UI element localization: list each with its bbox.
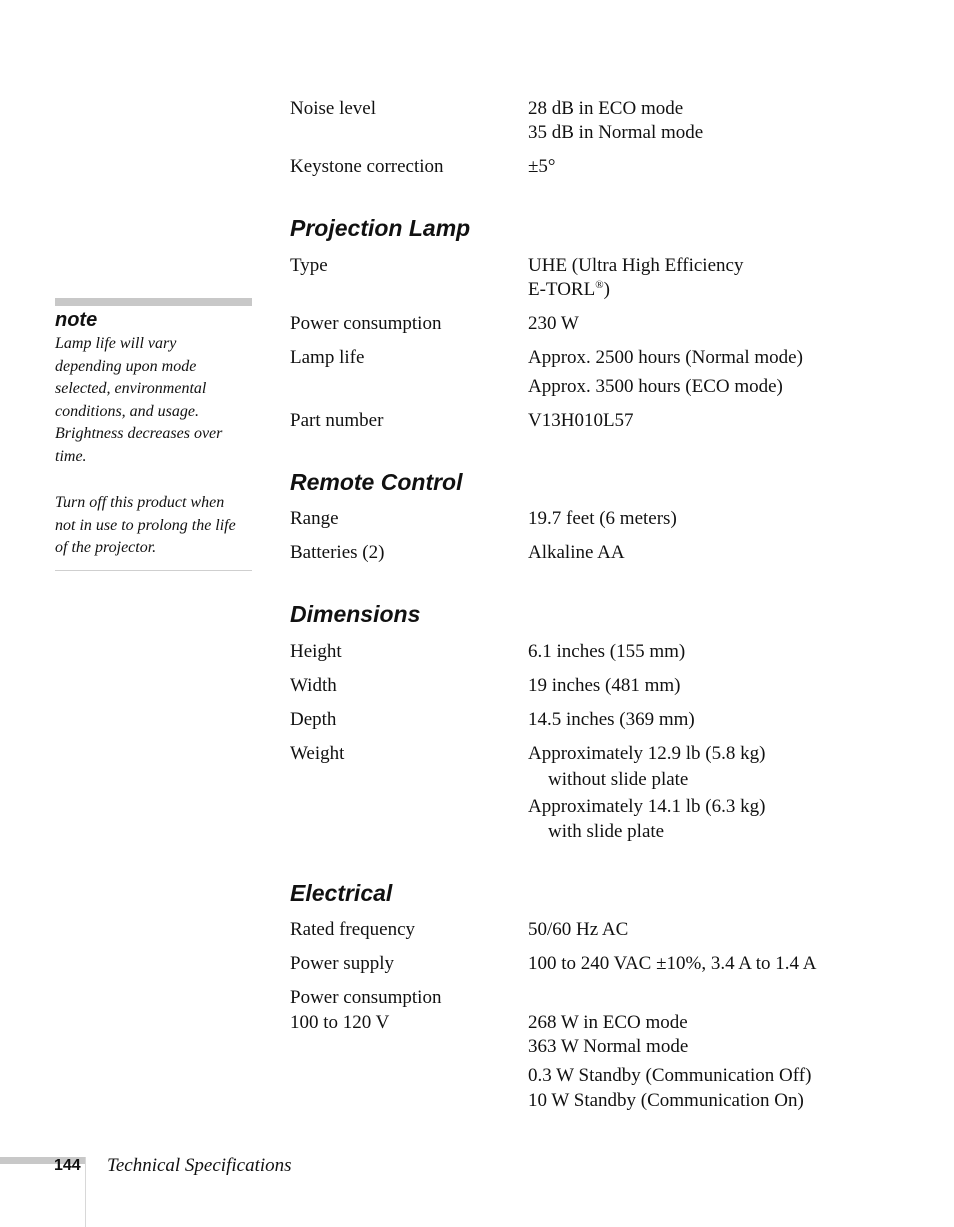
note-line: Lamp life will vary xyxy=(55,335,177,352)
keystone-label: Keystone correction xyxy=(290,156,444,177)
weight-value-2-note: with slide plate xyxy=(548,821,665,842)
note-top-bar xyxy=(55,298,252,306)
weight-value-1-note: without slide plate xyxy=(548,769,689,790)
lamp-life-label: Lamp life xyxy=(290,347,365,368)
standby-off-value: 0.3 W Standby (Communication Off) xyxy=(528,1065,812,1086)
height-label: Height xyxy=(290,641,342,662)
note-paragraph-1 xyxy=(55,333,255,469)
lamp-power-value: 230 W xyxy=(528,313,579,334)
lamp-power-label: Power consumption xyxy=(290,313,442,334)
electrical-heading: Electrical xyxy=(290,880,393,906)
noise-level-eco: 28 dB in ECO mode xyxy=(528,98,684,119)
projection-lamp-heading: Projection Lamp xyxy=(290,215,471,241)
note-paragraph-2 xyxy=(55,492,255,560)
width-value: 19 inches (481 mm) xyxy=(528,675,681,696)
dimensions-heading: Dimensions xyxy=(290,601,421,627)
footer-divider xyxy=(85,1157,86,1227)
note-line: Turn off this product when xyxy=(55,494,225,511)
note-line: time. xyxy=(55,447,87,465)
weight-value-1: Approximately 12.9 lb (5.8 kg) xyxy=(528,743,766,764)
power-consumption-label: Power consumption xyxy=(290,987,442,1008)
lamp-type-label: Type xyxy=(290,255,328,276)
weight-label: Weight xyxy=(290,743,345,764)
lamp-life-normal: Approx. 2500 hours (Normal mode) xyxy=(528,347,803,368)
keystone-value: ±5° xyxy=(528,156,556,177)
note-line: not in use to prolong the life xyxy=(55,516,236,534)
eco-mode-value: 268 W in ECO mode xyxy=(528,1012,688,1033)
note-title: note xyxy=(55,309,98,331)
part-number-value: V13H010L57 xyxy=(528,410,634,431)
lamp-type-brand: E-TORL xyxy=(528,279,596,300)
height-value: 6.1 inches (155 mm) xyxy=(528,641,686,662)
standby-on-value: 10 W Standby (Communication On) xyxy=(528,1090,804,1111)
note-bottom-rule xyxy=(55,570,252,571)
note-line: Brightness decreases over xyxy=(55,425,223,443)
batteries-label: Batteries (2) xyxy=(290,542,385,563)
power-supply-value: 100 to 240 VAC ±10%, 3.4 A to 1.4 A xyxy=(528,953,817,974)
noise-level-label: Noise level xyxy=(290,98,377,119)
range-label: Range xyxy=(290,508,339,529)
note-line: conditions, and usage. xyxy=(55,402,199,420)
normal-mode-value: 363 W Normal mode xyxy=(528,1036,689,1057)
lamp-type-close: ) xyxy=(603,279,610,300)
footer-title: Technical Specifications xyxy=(107,1155,292,1176)
note-line: selected, environmental xyxy=(55,380,207,398)
batteries-value: Alkaline AA xyxy=(528,542,625,563)
depth-value: 14.5 inches (369 mm) xyxy=(528,709,695,730)
depth-label: Depth xyxy=(290,709,337,730)
lamp-type-value-cont xyxy=(528,278,610,302)
voltage-label: 100 to 120 V xyxy=(290,1012,390,1033)
registered-mark: ® xyxy=(595,279,604,291)
width-label: Width xyxy=(290,675,337,696)
rated-frequency-value: 50/60 Hz AC xyxy=(528,919,629,940)
note-line: of the projector. xyxy=(55,539,157,557)
page-number: 144 xyxy=(54,1157,81,1174)
range-value: 19.7 feet (6 meters) xyxy=(528,508,677,529)
remote-control-heading: Remote Control xyxy=(290,469,463,495)
part-number-label: Part number xyxy=(290,410,384,431)
power-supply-label: Power supply xyxy=(290,953,394,974)
weight-value-2: Approximately 14.1 lb (6.3 kg) xyxy=(528,796,766,817)
lamp-life-eco: Approx. 3500 hours (ECO mode) xyxy=(528,376,783,397)
note-line: depending upon mode xyxy=(55,357,197,375)
rated-frequency-label: Rated frequency xyxy=(290,919,416,940)
noise-level-normal: 35 dB in Normal mode xyxy=(528,122,704,143)
lamp-type-value: UHE (Ultra High Efficiency xyxy=(528,255,744,276)
